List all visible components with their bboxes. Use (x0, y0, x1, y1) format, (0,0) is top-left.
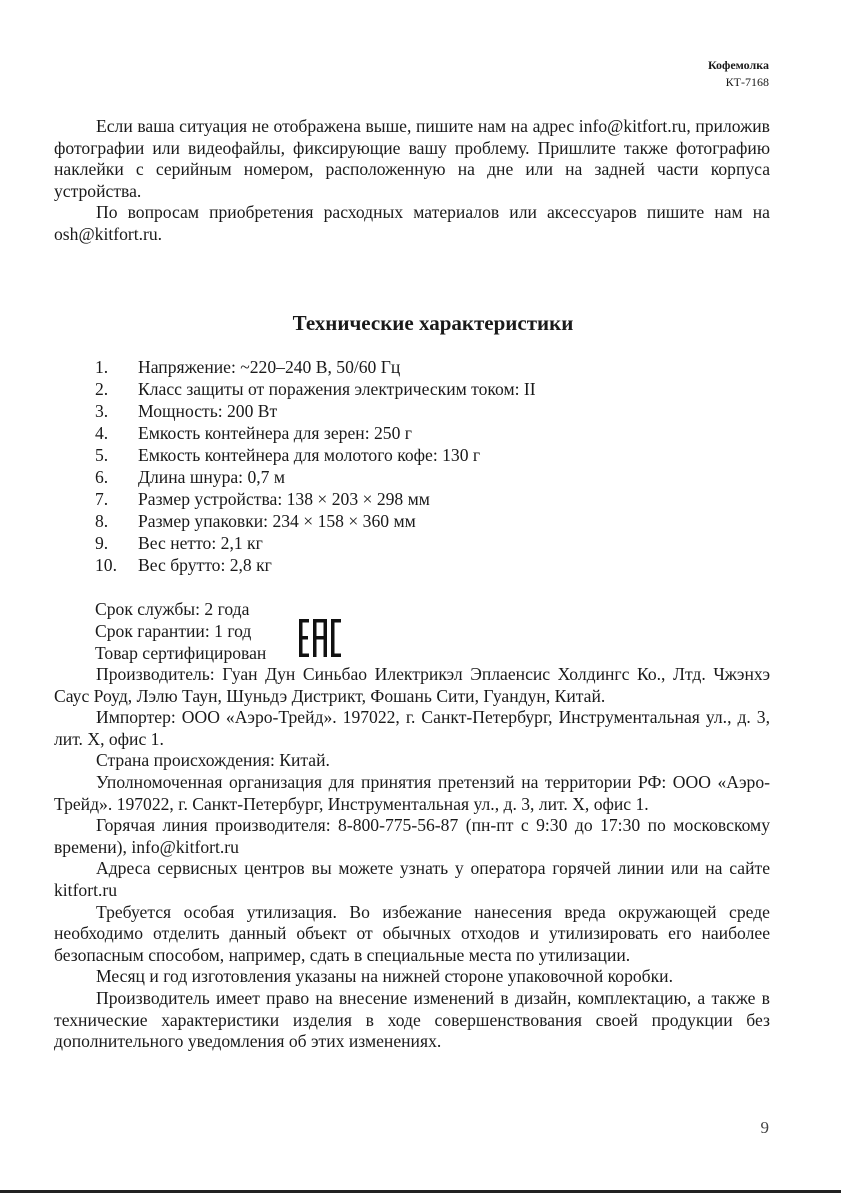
warranty-block (95, 598, 266, 664)
details-section (54, 664, 770, 1053)
page-header (708, 57, 769, 91)
claims-organization: Уполномоченная организация для принятия претензий на территории РФ: ООО «Аэро-Трейд». 197022, г. Санкт-Петербург, Инструментальная ул., д. 3, лит. Х, офис 1. (54, 771, 770, 814)
spec-number: 5. (95, 445, 109, 465)
spec-item (95, 400, 695, 422)
spec-number: 7. (95, 489, 109, 509)
spec-text: Емкость контейнера для зерен: 250 г (138, 423, 412, 443)
spec-number: 4. (95, 423, 109, 443)
spec-item (95, 356, 695, 378)
spec-number: 2. (95, 379, 109, 399)
spec-text: Напряжение: ~220–240 В, 50/60 Гц (138, 357, 401, 377)
spec-text: Вес нетто: 2,1 кг (138, 533, 263, 553)
spec-number: 9. (95, 533, 109, 553)
spec-text: Класс защиты от поражения электрическим током: II (138, 379, 536, 399)
changes-disclaimer: Производитель имеет право на внесение изменений в дизайн, комплектацию, а также в технические характеристики изделия в ходе совершенствования своей продукции без дополнительного уведомления об этих изменениях. (54, 987, 770, 1052)
hotline-info: Горячая линия производителя: 8-800-775-56-87 (пн-пт с 9:30 до 17:30 по московскому времени), info@kitfort.ru (54, 815, 770, 857)
intro-paragraph: По вопросам приобретения расходных материалов или аксессуаров пишите нам на osh@kitfort.ru. (54, 202, 770, 244)
spec-number: 3. (95, 401, 109, 421)
spec-number: 10. (95, 555, 117, 575)
spec-text: Длина шнура: 0,7 м (138, 467, 285, 487)
product-title: Кофемолка (707, 58, 769, 72)
spec-item (95, 444, 695, 466)
certification-note: Товар сертифицирован (95, 643, 267, 663)
spec-text: Вес брутто: 2,8 кг (138, 555, 272, 575)
warranty-period: Срок гарантии: 1 год (95, 621, 252, 641)
importer-info: Импортер: ООО «Аэро-Трейд». 197022, г. Санкт-Петербург, Инструментальная ул., д. 3, лит. Х, офис 1. (54, 707, 770, 749)
product-model: КТ-7168 (725, 75, 769, 89)
spec-item (95, 510, 695, 532)
spec-text: Мощность: 200 Вт (138, 401, 278, 421)
spec-item (95, 378, 695, 400)
origin-country: Страна происхождения: Китай. (96, 750, 330, 771)
service-centers-info: Адреса сервисных центров вы можете узнать у оператора горячей линии или на сайте kitfort.ru (54, 858, 770, 900)
service-life: Срок службы: 2 года (95, 599, 250, 619)
spec-text: Емкость контейнера для молотого кофе: 130 г (138, 445, 481, 465)
manufacture-date-info: Месяц и год изготовления указаны на нижней стороне упаковочной коробки. (96, 966, 673, 987)
disposal-info: Требуется особая утилизация. Во избежание нанесения вреда окружающей среде необходимо отделить данный объект от обычных отходов и утилизировать его наиболее безопасным способом, например, сдать в специальные места по утилизации. (54, 901, 770, 965)
spec-list (95, 356, 695, 576)
spec-item (95, 488, 695, 510)
manufacturer-info: Производитель: Гуан Дун Синьбао Илектрикэл Эплаенсис Холдингс Ко., Лтд. Чжэнхэ Саус Роуд, Лэлю Таун, Шуньдэ Дистрикт, Фошань Сити, Гуандун, Китай. (54, 664, 770, 706)
spec-text: Размер устройства: 138 × 203 × 298 мм (138, 489, 430, 509)
spec-number: 8. (95, 511, 109, 531)
page-number: 9 (760, 1118, 769, 1137)
spec-item (95, 554, 695, 576)
intro-paragraph: Если ваша ситуация не отображена выше, пишите нам на адрес info@kitfort.ru, приложив фотографии или видеофайлы, фиксирующие вашу проблему. Пришлите также фотографию наклейки с серийным номером, расположенную на дне или на задней части корпуса устройства. (54, 116, 770, 201)
spec-item (95, 466, 695, 488)
spec-text: Размер упаковки: 234 × 158 × 360 мм (138, 511, 416, 531)
intro-section (54, 116, 770, 246)
eac-mark-icon (299, 619, 341, 657)
spec-item (95, 422, 695, 444)
spec-number: 1. (95, 357, 109, 377)
spec-item (95, 532, 695, 554)
section-title: Технические характеристики (292, 311, 574, 335)
spec-number: 6. (95, 467, 109, 487)
